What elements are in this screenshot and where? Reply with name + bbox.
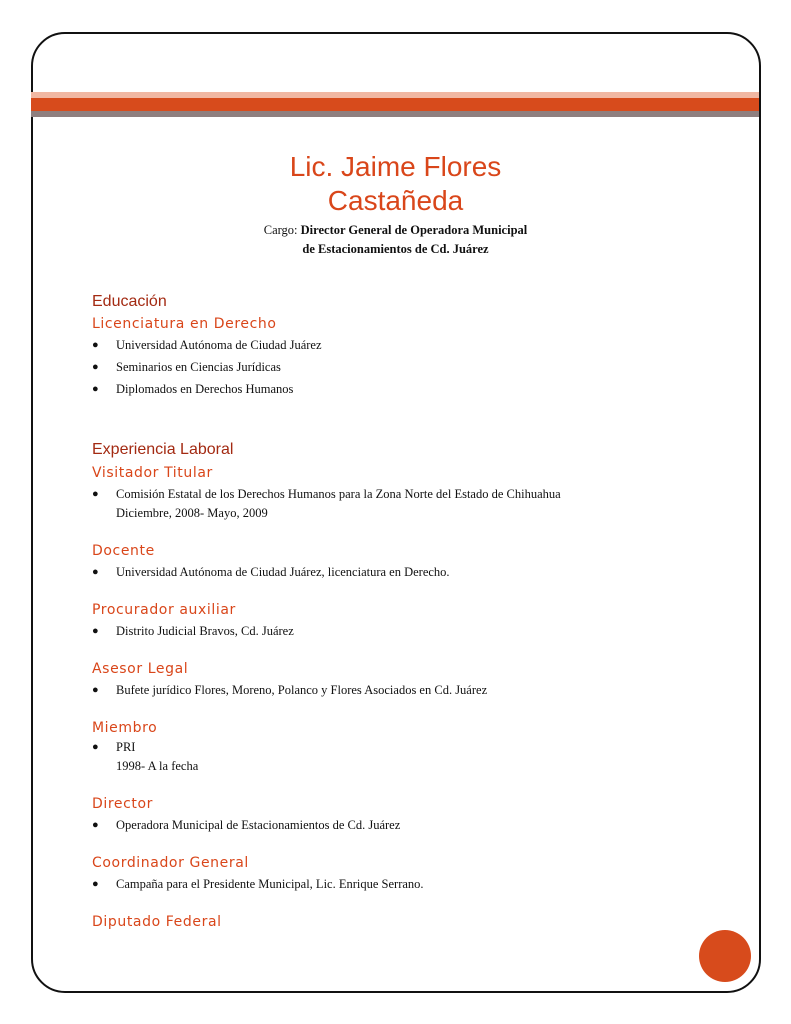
subtitle-diputado: Diputado Federal — [92, 914, 222, 930]
cargo-label: Cargo: — [263, 223, 298, 237]
bullet-icon: ● — [92, 684, 99, 696]
list-item: ● Campaña para el Presidente Municipal, Lic. Enrique Serrano. — [92, 875, 732, 894]
bullet-icon: ● — [92, 339, 99, 351]
cargo-value-line-2: de Estacionamientos de Cd. Juárez — [302, 242, 489, 256]
subtitle-docente: Docente — [92, 543, 155, 559]
bullet-icon: ● — [92, 383, 99, 395]
list-item: ● Seminarios en Ciencias Jurídicas — [92, 358, 732, 377]
name-line-1: Lic. Jaime Flores — [289, 151, 502, 182]
person-name — [0, 150, 791, 218]
list-item: ● Diplomados en Derechos Humanos — [92, 380, 732, 399]
subtitle-asesor: Asesor Legal — [92, 661, 189, 677]
list-item: ● Bufete jurídico Flores, Moreno, Polanco y Flores Asociados en Cd. Juárez — [92, 681, 732, 700]
list-item: ● Universidad Autónoma de Ciudad Juárez — [92, 336, 732, 355]
subtitle-director: Director — [92, 796, 154, 812]
subtitle-licenciatura: Licenciatura en Derecho — [92, 316, 277, 332]
subtitle-procurador: Procurador auxiliar — [92, 602, 236, 618]
list-item: ● Operadora Municipal de Estacionamientos de Cd. Juárez — [92, 816, 732, 835]
decorative-circle — [699, 930, 751, 982]
header-band-accent — [31, 98, 759, 111]
bullet-icon: ● — [92, 488, 99, 500]
bullet-icon: ● — [92, 625, 99, 637]
list-item: ● Comisión Estatal de los Derechos Humanos para la Zona Norte del Estado de Chihuahua — [92, 485, 732, 504]
bullet-icon: ● — [92, 819, 99, 831]
list-item: ● PRI — [92, 738, 732, 757]
section-title-experiencia: Experiencia Laboral — [92, 441, 234, 458]
bullet-icon: ● — [92, 361, 99, 373]
subtitle-visitador: Visitador Titular — [92, 465, 213, 481]
cargo-block — [0, 221, 791, 259]
list-item-date: Diciembre, 2008- Mayo, 2009 — [116, 506, 268, 520]
subtitle-coordinador: Coordinador General — [92, 855, 249, 871]
bullet-icon: ● — [92, 741, 99, 753]
bullet-icon: ● — [92, 878, 99, 890]
header-band-gray — [31, 111, 759, 117]
bullet-icon: ● — [92, 566, 99, 578]
list-item-date: 1998- A la fecha — [116, 759, 199, 773]
resume-content — [92, 292, 732, 932]
list-item: ● Universidad Autónoma de Ciudad Juárez, licenciatura en Derecho. — [92, 563, 732, 582]
section-title-educacion: Educación — [92, 293, 167, 310]
list-item: ● Distrito Judicial Bravos, Cd. Juárez — [92, 622, 732, 641]
name-line-2: Castañeda — [327, 185, 464, 216]
subtitle-miembro: Miembro — [92, 720, 158, 736]
cargo-value-line-1: Director General de Operadora Municipal — [300, 223, 528, 237]
